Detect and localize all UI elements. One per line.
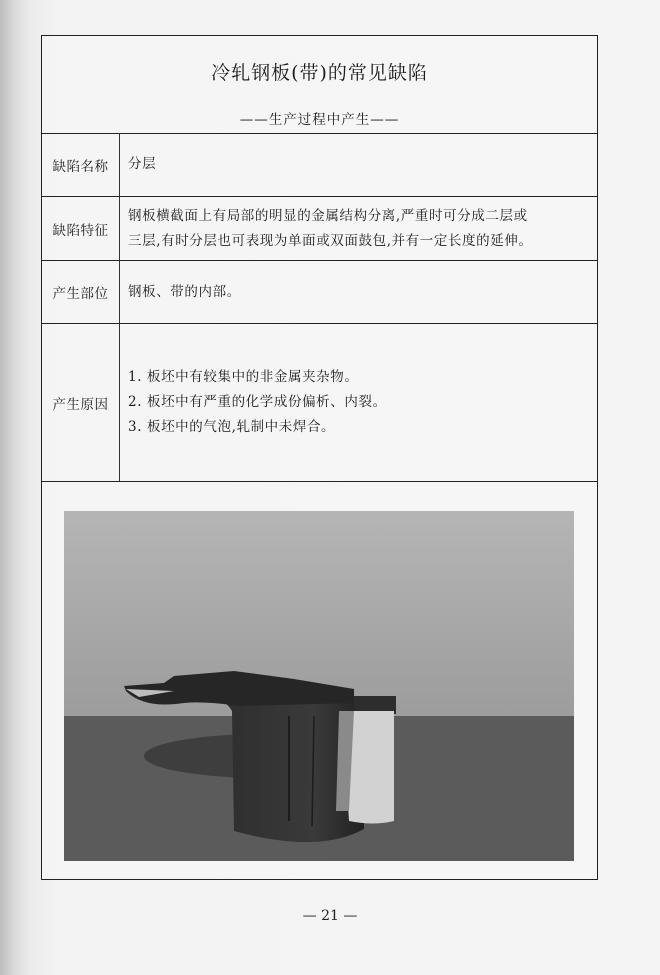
page-number: — 21 —: [302, 908, 358, 924]
row-label: 缺陷特征: [42, 197, 120, 260]
row-causes: [42, 324, 597, 482]
defect-sheet: [41, 35, 598, 880]
row-location: [42, 261, 597, 324]
row-defect-name: [42, 133, 597, 197]
row-label: 产生部位: [42, 261, 120, 323]
value-line: 分层: [128, 156, 157, 172]
value-line: 三层,有时分层也可表现为单面或双面鼓包,并有一定长度的延伸。: [128, 232, 533, 249]
row-value: [128, 133, 589, 196]
row-label: 产生原因: [42, 324, 120, 481]
page-subtitle: ——生产过程中产生——: [239, 112, 400, 128]
value-line: 钢板、带的内部。: [128, 283, 241, 300]
row-defect-features: [42, 197, 597, 261]
row-label: 缺陷名称: [42, 133, 120, 196]
cause-item: 1. 板坯中有较集中的非金属夹杂物。: [128, 369, 359, 385]
cause-item: 2. 板坯中有严重的化学成份偏析、内裂。: [128, 394, 387, 410]
row-value: [128, 324, 589, 481]
sheet-header: [42, 36, 597, 134]
page-title: 冷轧钢板(带)的常见缺陷: [211, 62, 428, 84]
value-line: 钢板横截面上有局部的明显的金属结构分离,严重时可分成二层或: [128, 207, 528, 224]
row-value: [128, 261, 589, 323]
steel-sample-image: [64, 511, 574, 861]
row-value: [128, 197, 589, 260]
cause-item: 3. 板坯中的气泡,轧制中未焊合。: [128, 419, 336, 435]
defect-photo: [64, 511, 574, 861]
